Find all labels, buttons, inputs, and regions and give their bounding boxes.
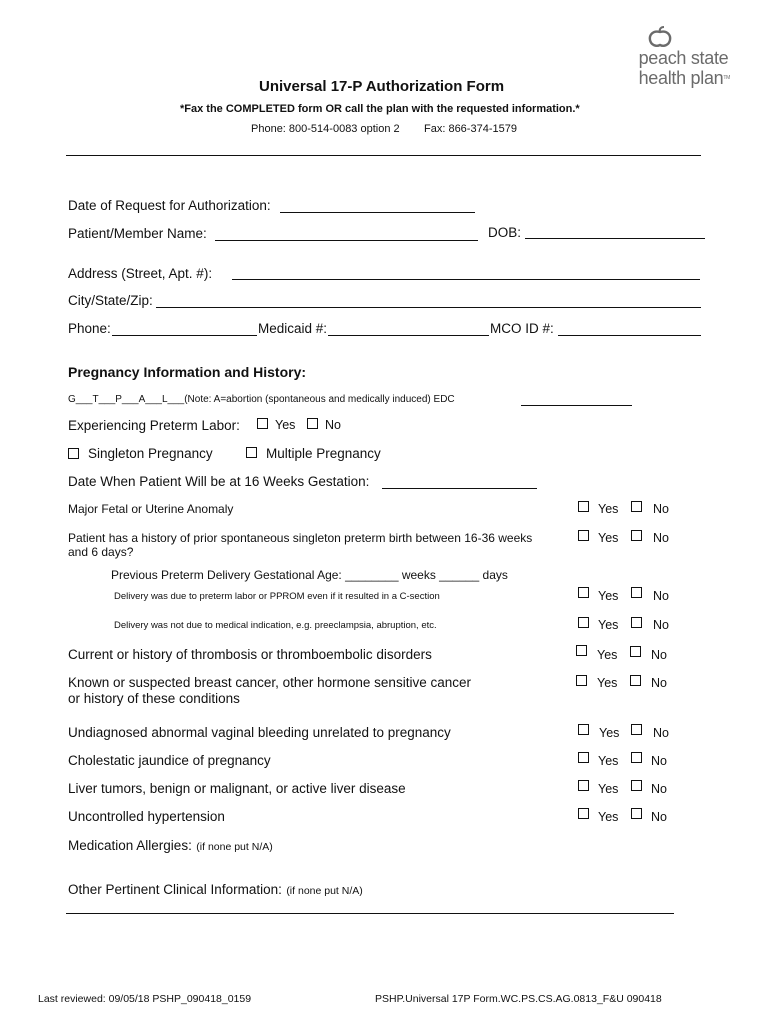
q-liver-tumors: Liver tumors, benign or malignant, or active liver disease: [68, 781, 406, 796]
q-hypertension-yes-label: Yes: [598, 810, 619, 824]
logo-line-2: health planTM: [638, 68, 730, 88]
q-cholestatic-jaundice-no-label: No: [651, 754, 667, 768]
q-liver-tumors-no-checkbox[interactable]: [631, 780, 642, 791]
date-of-request-field[interactable]: [280, 212, 475, 213]
q-fetal-anomaly-yes-label: Yes: [598, 502, 619, 516]
footer-last-reviewed: Last reviewed: 09/05/18 PSHP_090418_0159: [38, 993, 252, 1005]
pregnancy-heading: Pregnancy Information and History:: [68, 364, 307, 380]
medicaid-field[interactable]: [328, 335, 489, 336]
singleton-checkbox[interactable]: [68, 448, 79, 459]
city-state-zip-label: City/State/Zip:: [68, 293, 153, 308]
q-preterm-labor-pprom-yes-label: Yes: [598, 589, 619, 603]
clinical-info: [68, 881, 363, 899]
multiple-checkbox[interactable]: [246, 447, 257, 458]
q-cholestatic-jaundice: Cholestatic jaundice of pregnancy: [68, 753, 271, 768]
mco-id-field[interactable]: [558, 335, 701, 336]
q-hypertension-yes-checkbox[interactable]: [578, 808, 589, 819]
q-thrombosis: Current or history of thrombosis or thromboembolic disorders: [68, 647, 432, 662]
q-prior-preterm-no-label: No: [653, 531, 669, 545]
sixteen-weeks-label: Date When Patient Will be at 16 Weeks Gestation:: [68, 474, 370, 489]
phone-field[interactable]: [112, 335, 257, 336]
footer-form-code: PSHP.Universal 17P Form.WC.PS.CS.AG.0813_F&U 090418: [375, 993, 662, 1005]
q-liver-tumors-yes-checkbox[interactable]: [578, 780, 589, 791]
member-name-label: Patient/Member Name:: [68, 226, 207, 241]
address-label: Address (Street, Apt. #):: [68, 266, 213, 281]
multiple-label: Multiple Pregnancy: [266, 446, 381, 461]
singleton-label: Singleton Pregnancy: [88, 446, 213, 461]
preterm-labor-no-label: No: [325, 418, 341, 432]
sixteen-weeks-field[interactable]: [382, 488, 537, 489]
preterm-labor-no-checkbox[interactable]: [307, 418, 318, 429]
medication-allergies: [68, 837, 273, 855]
q-breast-cancer-no-label: No: [651, 676, 667, 690]
fax-note: *Fax the COMPLETED form OR call the plan with the requested information.*: [180, 103, 580, 115]
fax-number: Fax: 866-374-1579: [424, 123, 517, 135]
preterm-labor-label: Experiencing Preterm Labor:: [68, 418, 240, 433]
clinical-info-field[interactable]: [66, 913, 674, 914]
q-vaginal-bleeding-no-checkbox[interactable]: [631, 724, 642, 735]
q-breast-cancer-line1: Known or suspected breast cancer, other hormone sensitive cancer: [68, 675, 471, 690]
date-of-request-label: Date of Request for Authorization:: [68, 198, 271, 213]
q-cholestatic-jaundice-yes-checkbox[interactable]: [578, 752, 589, 763]
previous-gestational-age: Previous Preterm Delivery Gestational Age: ________ weeks ______ days: [111, 568, 508, 582]
q-thrombosis-yes-checkbox[interactable]: [576, 645, 587, 656]
q-preterm-labor-pprom-no-checkbox[interactable]: [631, 587, 642, 598]
q-breast-cancer-line2: or history of these conditions: [68, 691, 240, 706]
medicaid-label: Medicaid #:: [258, 321, 328, 336]
phone-label: Phone:: [68, 321, 111, 336]
medication-allergies-hint: (if none put N/A): [196, 841, 273, 853]
q-not-medical-indication-no-label: No: [653, 618, 669, 632]
phone-number: Phone: 800-514-0083 option 2: [251, 123, 400, 135]
address-field[interactable]: [232, 279, 700, 280]
q-prior-preterm-line2: and 6 days?: [68, 545, 134, 559]
q-fetal-anomaly-yes-checkbox[interactable]: [578, 501, 589, 512]
q-thrombosis-no-label: No: [651, 648, 667, 662]
q-breast-cancer-yes-label: Yes: [597, 676, 618, 690]
dob-field[interactable]: [525, 238, 705, 239]
preterm-labor-yes-checkbox[interactable]: [257, 418, 268, 429]
edc-field[interactable]: [521, 405, 632, 406]
q-hypertension-no-checkbox[interactable]: [631, 808, 642, 819]
logo-line-1: peach state: [638, 48, 729, 68]
dob-label: DOB:: [488, 225, 522, 240]
q-liver-tumors-no-label: No: [651, 782, 667, 796]
q-cholestatic-jaundice-yes-label: Yes: [598, 754, 619, 768]
trademark: TM: [723, 75, 730, 81]
q-cholestatic-jaundice-no-checkbox[interactable]: [631, 752, 642, 763]
header-divider: [66, 155, 701, 156]
q-thrombosis-yes-label: Yes: [597, 648, 618, 662]
clinical-info-hint: (if none put N/A): [286, 885, 363, 897]
medication-allergies-label: Medication Allergies:: [68, 838, 192, 853]
q-prior-preterm-yes-label: Yes: [598, 531, 619, 545]
q-preterm-labor-pprom: Delivery was due to preterm labor or PPROM even if it resulted in a C-section: [114, 591, 440, 602]
q-not-medical-indication-no-checkbox[interactable]: [631, 617, 642, 628]
peach-icon: [647, 26, 673, 48]
form-title: Universal 17-P Authorization Form: [259, 78, 505, 95]
preterm-labor-yes-label: Yes: [275, 418, 296, 432]
q-vaginal-bleeding-no-label: No: [653, 726, 669, 740]
q-vaginal-bleeding-yes-label: Yes: [599, 726, 620, 740]
q-hypertension-no-label: No: [651, 810, 667, 824]
mco-id-label: MCO ID #:: [490, 321, 554, 336]
clinical-info-label: Other Pertinent Clinical Information:: [68, 882, 282, 897]
city-state-zip-field[interactable]: [156, 307, 701, 308]
q-not-medical-indication: Delivery was not due to medical indication, e.g. preeclampsia, abruption, etc.: [114, 620, 437, 631]
q-fetal-anomaly-no-checkbox[interactable]: [631, 501, 642, 512]
q-fetal-anomaly-no-label: No: [653, 502, 669, 516]
q-hypertension: Uncontrolled hypertension: [68, 809, 225, 824]
q-prior-preterm-line1: Patient has a history of prior spontaneous singleton preterm birth between 16-36 weeks: [68, 531, 533, 545]
q-breast-cancer-yes-checkbox[interactable]: [576, 675, 587, 686]
q-preterm-labor-pprom-no-label: No: [653, 589, 669, 603]
q-preterm-labor-pprom-yes-checkbox[interactable]: [578, 587, 589, 598]
q-vaginal-bleeding-yes-checkbox[interactable]: [578, 724, 589, 735]
peach-state-logo: [639, 26, 730, 88]
q-fetal-anomaly: Major Fetal or Uterine Anomaly: [68, 502, 234, 516]
q-prior-preterm-yes-checkbox[interactable]: [578, 530, 589, 541]
q-liver-tumors-yes-label: Yes: [598, 782, 619, 796]
q-vaginal-bleeding: Undiagnosed abnormal vaginal bleeding unrelated to pregnancy: [68, 725, 451, 740]
member-name-field[interactable]: [215, 240, 478, 241]
q-thrombosis-no-checkbox[interactable]: [630, 646, 641, 657]
gtpal-line: G___T___P___A___L___(Note: A=abortion (spontaneous and medically induced) EDC: [68, 394, 455, 405]
q-prior-preterm-no-checkbox[interactable]: [631, 530, 642, 541]
q-breast-cancer-no-checkbox[interactable]: [630, 675, 641, 686]
q-not-medical-indication-yes-label: Yes: [598, 618, 619, 632]
q-not-medical-indication-yes-checkbox[interactable]: [578, 617, 589, 628]
